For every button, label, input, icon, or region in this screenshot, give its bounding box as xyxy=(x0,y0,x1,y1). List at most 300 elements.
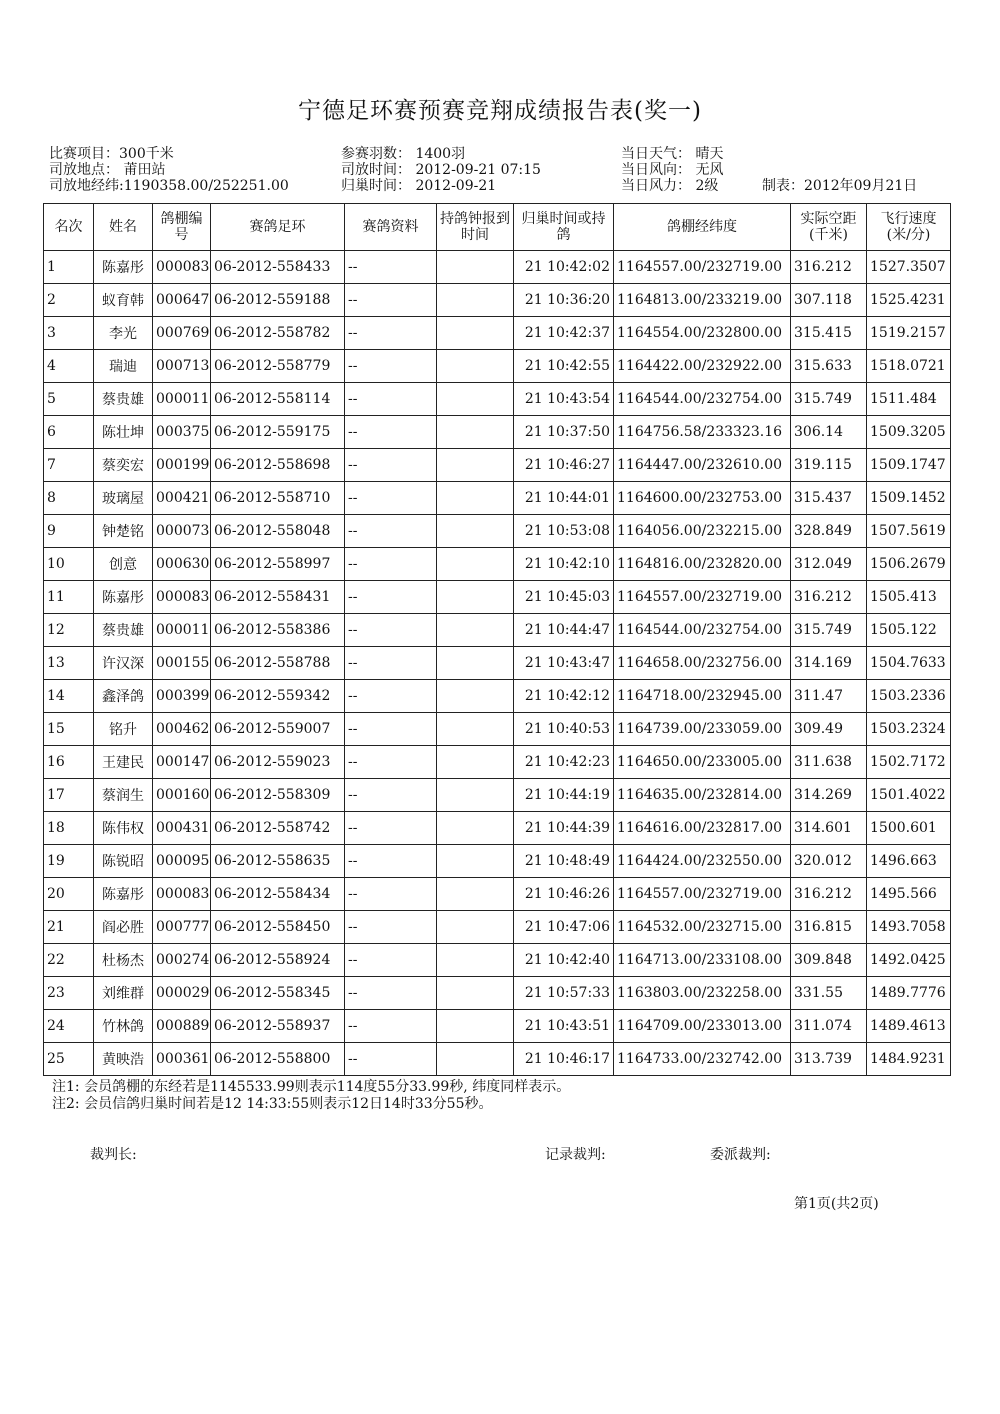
name-cell: 玻璃屋 xyxy=(94,482,153,515)
made-date: 制表：2012年09月21日 xyxy=(762,178,918,194)
clock-time-cell xyxy=(437,713,514,746)
rank-cell: 2 xyxy=(44,284,94,317)
ring-cell: 06-2012-558742 xyxy=(211,812,345,845)
return-time-cell: 21 10:53:08 xyxy=(514,515,614,548)
distance-cell: 314.169 xyxy=(791,647,867,680)
loft-id-cell: 000361 xyxy=(153,1043,211,1076)
clock-time-cell xyxy=(437,515,514,548)
clock-time-cell xyxy=(437,416,514,449)
clock-time-cell xyxy=(437,350,514,383)
table-row xyxy=(44,878,951,911)
ring-cell: 06-2012-558782 xyxy=(211,317,345,350)
return-time-cell: 21 10:44:19 xyxy=(514,779,614,812)
name-cell: 蔡贵雄 xyxy=(94,614,153,647)
name-cell: 陈壮坤 xyxy=(94,416,153,449)
clock-time-cell xyxy=(437,1010,514,1043)
loft-id-cell: 000777 xyxy=(153,911,211,944)
return-time-cell: 21 10:42:12 xyxy=(514,680,614,713)
loft-id-cell: 000274 xyxy=(153,944,211,977)
info-cell: -- xyxy=(345,251,437,284)
clock-time-cell xyxy=(437,383,514,416)
results-body xyxy=(44,251,951,1076)
chief-referee-label: 裁判长: xyxy=(90,1147,137,1163)
table-row xyxy=(44,1043,951,1076)
rank-cell: 24 xyxy=(44,1010,94,1043)
info-cell: -- xyxy=(345,911,437,944)
rank-cell: 20 xyxy=(44,878,94,911)
return-time-cell: 21 10:46:26 xyxy=(514,878,614,911)
return-time-cell: 21 10:43:51 xyxy=(514,1010,614,1043)
results-table xyxy=(43,203,951,1076)
info-cell: -- xyxy=(345,284,437,317)
name-cell: 蔡贵雄 xyxy=(94,383,153,416)
col-header: 鸽棚编号 xyxy=(153,204,211,251)
rank-cell: 11 xyxy=(44,581,94,614)
loft-id-cell: 000011 xyxy=(153,614,211,647)
name-cell: 钟楚铭 xyxy=(94,515,153,548)
name-cell: 陈锐昭 xyxy=(94,845,153,878)
loft-id-cell: 000083 xyxy=(153,581,211,614)
info-cell: -- xyxy=(345,614,437,647)
info-cell: -- xyxy=(345,845,437,878)
ring-cell: 06-2012-558924 xyxy=(211,944,345,977)
speed-cell: 1509.1452 xyxy=(867,482,951,515)
return-time-cell: 21 10:47:06 xyxy=(514,911,614,944)
rank-cell: 9 xyxy=(44,515,94,548)
coordinates-cell: 1164554.00/232800.00 xyxy=(614,317,791,350)
distance-cell: 315.633 xyxy=(791,350,867,383)
name-cell: 阎必胜 xyxy=(94,911,153,944)
rank-cell: 15 xyxy=(44,713,94,746)
loft-id-cell: 000889 xyxy=(153,1010,211,1043)
table-row xyxy=(44,548,951,581)
speed-cell: 1503.2336 xyxy=(867,680,951,713)
loft-id-cell: 000073 xyxy=(153,515,211,548)
distance-cell: 331.55 xyxy=(791,977,867,1010)
info-cell: -- xyxy=(345,482,437,515)
coordinates-cell: 1164709.00/233013.00 xyxy=(614,1010,791,1043)
name-cell: 王建民 xyxy=(94,746,153,779)
speed-cell: 1501.4022 xyxy=(867,779,951,812)
coordinates-cell: 1164447.00/232610.00 xyxy=(614,449,791,482)
info-cell: -- xyxy=(345,944,437,977)
table-row xyxy=(44,515,951,548)
speed-cell: 1509.1747 xyxy=(867,449,951,482)
distance-cell: 311.074 xyxy=(791,1010,867,1043)
release-coordinates: 司放地经纬:1190358.00/252251.00 xyxy=(49,178,289,194)
ring-cell: 06-2012-558997 xyxy=(211,548,345,581)
rank-cell: 16 xyxy=(44,746,94,779)
table-row xyxy=(44,845,951,878)
col-header: 实际空距(千米) xyxy=(791,204,867,251)
coordinates-cell: 1163803.00/232258.00 xyxy=(614,977,791,1010)
name-cell: 鑫泽鸽 xyxy=(94,680,153,713)
ring-cell: 06-2012-558431 xyxy=(211,581,345,614)
ring-cell: 06-2012-558779 xyxy=(211,350,345,383)
rank-cell: 23 xyxy=(44,977,94,1010)
table-row xyxy=(44,482,951,515)
return-time-cell: 21 10:44:47 xyxy=(514,614,614,647)
coordinates-cell: 1164658.00/232756.00 xyxy=(614,647,791,680)
return-time-cell: 21 10:44:01 xyxy=(514,482,614,515)
info-cell: -- xyxy=(345,878,437,911)
header-row xyxy=(44,204,951,251)
loft-id-cell: 000147 xyxy=(153,746,211,779)
name-cell: 陈嘉彤 xyxy=(94,581,153,614)
distance-cell: 328.849 xyxy=(791,515,867,548)
coordinates-cell: 1164557.00/232719.00 xyxy=(614,581,791,614)
loft-id-cell: 000095 xyxy=(153,845,211,878)
return-date: 归巢时间： 2012-09-21 xyxy=(341,178,497,194)
table-row xyxy=(44,614,951,647)
rank-cell: 18 xyxy=(44,812,94,845)
ring-cell: 06-2012-558434 xyxy=(211,878,345,911)
event-item: 比赛项目：300千米 xyxy=(49,146,174,162)
name-cell: 杜杨杰 xyxy=(94,944,153,977)
clock-time-cell xyxy=(437,812,514,845)
ring-cell: 06-2012-558635 xyxy=(211,845,345,878)
info-cell: -- xyxy=(345,1010,437,1043)
distance-cell: 316.815 xyxy=(791,911,867,944)
ring-cell: 06-2012-558048 xyxy=(211,515,345,548)
ring-cell: 06-2012-558698 xyxy=(211,449,345,482)
name-cell: 陈嘉彤 xyxy=(94,251,153,284)
name-cell: 蚁育韩 xyxy=(94,284,153,317)
ring-cell: 06-2012-558937 xyxy=(211,1010,345,1043)
ring-cell: 06-2012-558450 xyxy=(211,911,345,944)
appointed-referee-label: 委派裁判: xyxy=(710,1147,771,1163)
ring-cell: 06-2012-559342 xyxy=(211,680,345,713)
info-cell: -- xyxy=(345,548,437,581)
speed-cell: 1492.0425 xyxy=(867,944,951,977)
name-cell: 黄映浩 xyxy=(94,1043,153,1076)
clock-time-cell xyxy=(437,746,514,779)
coordinates-cell: 1164635.00/232814.00 xyxy=(614,779,791,812)
coordinates-cell: 1164557.00/232719.00 xyxy=(614,878,791,911)
wind-direction: 当日风向： 无风 xyxy=(621,162,724,178)
rank-cell: 7 xyxy=(44,449,94,482)
name-cell: 蔡奕宏 xyxy=(94,449,153,482)
info-cell: -- xyxy=(345,713,437,746)
table-row xyxy=(44,746,951,779)
distance-cell: 311.638 xyxy=(791,746,867,779)
rank-cell: 5 xyxy=(44,383,94,416)
return-time-cell: 21 10:42:10 xyxy=(514,548,614,581)
name-cell: 刘维群 xyxy=(94,977,153,1010)
table-row xyxy=(44,251,951,284)
table-row xyxy=(44,383,951,416)
info-cell: -- xyxy=(345,1043,437,1076)
col-header: 赛鸽足环 xyxy=(211,204,345,251)
speed-cell: 1495.566 xyxy=(867,878,951,911)
speed-cell: 1505.413 xyxy=(867,581,951,614)
speed-cell: 1504.7633 xyxy=(867,647,951,680)
table-row xyxy=(44,416,951,449)
loft-id-cell: 000083 xyxy=(153,878,211,911)
rank-cell: 14 xyxy=(44,680,94,713)
page-number: 第1页(共2页) xyxy=(794,1196,879,1212)
return-time-cell: 21 10:46:17 xyxy=(514,1043,614,1076)
coordinates-cell: 1164422.00/232922.00 xyxy=(614,350,791,383)
rank-cell: 21 xyxy=(44,911,94,944)
loft-id-cell: 000713 xyxy=(153,350,211,383)
return-time-cell: 21 10:42:55 xyxy=(514,350,614,383)
info-cell: -- xyxy=(345,779,437,812)
info-cell: -- xyxy=(345,383,437,416)
table-row xyxy=(44,680,951,713)
info-cell: -- xyxy=(345,350,437,383)
rank-cell: 12 xyxy=(44,614,94,647)
clock-time-cell xyxy=(437,548,514,581)
loft-id-cell: 000083 xyxy=(153,251,211,284)
info-cell: -- xyxy=(345,515,437,548)
speed-cell: 1502.7172 xyxy=(867,746,951,779)
name-cell: 许汉深 xyxy=(94,647,153,680)
col-header: 姓名 xyxy=(94,204,153,251)
table-row xyxy=(44,284,951,317)
rank-cell: 1 xyxy=(44,251,94,284)
rank-cell: 6 xyxy=(44,416,94,449)
rank-cell: 25 xyxy=(44,1043,94,1076)
table-row xyxy=(44,713,951,746)
loft-id-cell: 000421 xyxy=(153,482,211,515)
note-1: 注1: 会员鸽棚的东经若是1145533.99则表示114度55分33.99秒, 纬度同样表示。 xyxy=(52,1079,571,1095)
distance-cell: 312.049 xyxy=(791,548,867,581)
return-time-cell: 21 10:57:33 xyxy=(514,977,614,1010)
name-cell: 瑞迪 xyxy=(94,350,153,383)
info-cell: -- xyxy=(345,449,437,482)
loft-id-cell: 000029 xyxy=(153,977,211,1010)
clock-time-cell xyxy=(437,581,514,614)
distance-cell: 314.601 xyxy=(791,812,867,845)
info-cell: -- xyxy=(345,647,437,680)
clock-time-cell xyxy=(437,614,514,647)
info-cell: -- xyxy=(345,812,437,845)
ring-cell: 06-2012-558433 xyxy=(211,251,345,284)
page-title: 宁德足环赛预赛竞翔成绩报告表(奖一) xyxy=(298,98,702,124)
col-header: 归巢时间或持鸽 xyxy=(514,204,614,251)
loft-id-cell: 000431 xyxy=(153,812,211,845)
table-row xyxy=(44,647,951,680)
col-header: 鸽棚经纬度 xyxy=(614,204,791,251)
clock-time-cell xyxy=(437,977,514,1010)
table-row xyxy=(44,581,951,614)
table-row xyxy=(44,350,951,383)
clock-time-cell xyxy=(437,647,514,680)
speed-cell: 1503.2324 xyxy=(867,713,951,746)
table-row xyxy=(44,317,951,350)
clock-time-cell xyxy=(437,878,514,911)
info-cell: -- xyxy=(345,680,437,713)
table-row xyxy=(44,944,951,977)
coordinates-cell: 1164544.00/232754.00 xyxy=(614,383,791,416)
distance-cell: 319.115 xyxy=(791,449,867,482)
loft-id-cell: 000375 xyxy=(153,416,211,449)
speed-cell: 1527.3507 xyxy=(867,251,951,284)
note-2: 注2: 会员信鸽归巢时间若是12 14:33:55则表示12日14时33分55秒。 xyxy=(52,1096,493,1112)
name-cell: 陈伟权 xyxy=(94,812,153,845)
return-time-cell: 21 10:36:20 xyxy=(514,284,614,317)
name-cell: 陈嘉彤 xyxy=(94,878,153,911)
speed-cell: 1511.484 xyxy=(867,383,951,416)
notes xyxy=(52,1079,570,1113)
clock-time-cell xyxy=(437,1043,514,1076)
return-time-cell: 21 10:44:39 xyxy=(514,812,614,845)
name-cell: 竹林鸽 xyxy=(94,1010,153,1043)
return-time-cell: 21 10:43:47 xyxy=(514,647,614,680)
rank-cell: 22 xyxy=(44,944,94,977)
table-row xyxy=(44,812,951,845)
distance-cell: 315.437 xyxy=(791,482,867,515)
release-time: 司放时间： 2012-09-21 07:15 xyxy=(341,162,541,178)
info-cell: -- xyxy=(345,746,437,779)
speed-cell: 1507.5619 xyxy=(867,515,951,548)
distance-cell: 307.118 xyxy=(791,284,867,317)
rank-cell: 8 xyxy=(44,482,94,515)
loft-id-cell: 000160 xyxy=(153,779,211,812)
distance-cell: 314.269 xyxy=(791,779,867,812)
coordinates-cell: 1164718.00/232945.00 xyxy=(614,680,791,713)
loft-id-cell: 000011 xyxy=(153,383,211,416)
table-row xyxy=(44,911,951,944)
loft-id-cell: 000462 xyxy=(153,713,211,746)
distance-cell: 316.212 xyxy=(791,878,867,911)
name-cell: 李光 xyxy=(94,317,153,350)
ring-cell: 06-2012-558114 xyxy=(211,383,345,416)
distance-cell: 315.749 xyxy=(791,614,867,647)
coordinates-cell: 1164813.00/233219.00 xyxy=(614,284,791,317)
coordinates-cell: 1164739.00/233059.00 xyxy=(614,713,791,746)
table-row xyxy=(44,779,951,812)
loft-id-cell: 000647 xyxy=(153,284,211,317)
ring-cell: 06-2012-558309 xyxy=(211,779,345,812)
return-time-cell: 21 10:45:03 xyxy=(514,581,614,614)
coordinates-cell: 1164056.00/232215.00 xyxy=(614,515,791,548)
speed-cell: 1525.4231 xyxy=(867,284,951,317)
return-time-cell: 21 10:46:27 xyxy=(514,449,614,482)
distance-cell: 316.212 xyxy=(791,251,867,284)
distance-cell: 320.012 xyxy=(791,845,867,878)
clock-time-cell xyxy=(437,680,514,713)
loft-id-cell: 000769 xyxy=(153,317,211,350)
return-time-cell: 21 10:42:40 xyxy=(514,944,614,977)
return-time-cell: 21 10:42:02 xyxy=(514,251,614,284)
distance-cell: 309.848 xyxy=(791,944,867,977)
ring-cell: 06-2012-559188 xyxy=(211,284,345,317)
coordinates-cell: 1164544.00/232754.00 xyxy=(614,614,791,647)
distance-cell: 306.14 xyxy=(791,416,867,449)
info-cell: -- xyxy=(345,581,437,614)
col-header: 名次 xyxy=(44,204,94,251)
col-header: 赛鸽资料 xyxy=(345,204,437,251)
loft-id-cell: 000155 xyxy=(153,647,211,680)
coordinates-cell: 1164816.00/232820.00 xyxy=(614,548,791,581)
return-time-cell: 21 10:42:23 xyxy=(514,746,614,779)
clock-time-cell xyxy=(437,845,514,878)
clock-time-cell xyxy=(437,779,514,812)
rank-cell: 19 xyxy=(44,845,94,878)
distance-cell: 309.49 xyxy=(791,713,867,746)
coordinates-cell: 1164616.00/232817.00 xyxy=(614,812,791,845)
ring-cell: 06-2012-558788 xyxy=(211,647,345,680)
release-location: 司放地点： 莆田站 xyxy=(49,162,166,178)
return-time-cell: 21 10:43:54 xyxy=(514,383,614,416)
ring-cell: 06-2012-559023 xyxy=(211,746,345,779)
info-column-1 xyxy=(49,146,289,194)
loft-id-cell: 000399 xyxy=(153,680,211,713)
speed-cell: 1519.2157 xyxy=(867,317,951,350)
coordinates-cell: 1164713.00/233108.00 xyxy=(614,944,791,977)
coordinates-cell: 1164756.58/233323.16 xyxy=(614,416,791,449)
rank-cell: 10 xyxy=(44,548,94,581)
rank-cell: 13 xyxy=(44,647,94,680)
name-cell: 铭升 xyxy=(94,713,153,746)
info-cell: -- xyxy=(345,977,437,1010)
distance-cell: 313.739 xyxy=(791,1043,867,1076)
clock-time-cell xyxy=(437,284,514,317)
loft-id-cell: 000199 xyxy=(153,449,211,482)
coordinates-cell: 1164733.00/232742.00 xyxy=(614,1043,791,1076)
speed-cell: 1489.7776 xyxy=(867,977,951,1010)
ring-cell: 06-2012-558800 xyxy=(211,1043,345,1076)
return-time-cell: 21 10:40:53 xyxy=(514,713,614,746)
rank-cell: 17 xyxy=(44,779,94,812)
speed-cell: 1506.2679 xyxy=(867,548,951,581)
col-header: 持鸽钟报到时间 xyxy=(437,204,514,251)
loft-id-cell: 000630 xyxy=(153,548,211,581)
speed-cell: 1509.3205 xyxy=(867,416,951,449)
table-row xyxy=(44,1010,951,1043)
info-column-3 xyxy=(621,146,723,194)
recording-referee-label: 记录裁判: xyxy=(545,1147,606,1163)
speed-cell: 1484.9231 xyxy=(867,1043,951,1076)
clock-time-cell xyxy=(437,482,514,515)
clock-time-cell xyxy=(437,317,514,350)
speed-cell: 1489.4613 xyxy=(867,1010,951,1043)
info-cell: -- xyxy=(345,317,437,350)
distance-cell: 311.47 xyxy=(791,680,867,713)
info-cell: -- xyxy=(345,416,437,449)
ring-cell: 06-2012-559007 xyxy=(211,713,345,746)
clock-time-cell xyxy=(437,251,514,284)
return-time-cell: 21 10:48:49 xyxy=(514,845,614,878)
ring-cell: 06-2012-558345 xyxy=(211,977,345,1010)
coordinates-cell: 1164557.00/232719.00 xyxy=(614,251,791,284)
coordinates-cell: 1164650.00/233005.00 xyxy=(614,746,791,779)
speed-cell: 1493.7058 xyxy=(867,911,951,944)
coordinates-cell: 1164600.00/232753.00 xyxy=(614,482,791,515)
distance-cell: 315.415 xyxy=(791,317,867,350)
clock-time-cell xyxy=(437,944,514,977)
table-row xyxy=(44,977,951,1010)
entry-count: 参赛羽数： 1400羽 xyxy=(341,146,466,162)
name-cell: 蔡润生 xyxy=(94,779,153,812)
col-header: 飞行速度(米/分) xyxy=(867,204,951,251)
rank-cell: 3 xyxy=(44,317,94,350)
return-time-cell: 21 10:37:50 xyxy=(514,416,614,449)
distance-cell: 316.212 xyxy=(791,581,867,614)
name-cell: 创意 xyxy=(94,548,153,581)
table-row xyxy=(44,449,951,482)
speed-cell: 1500.601 xyxy=(867,812,951,845)
speed-cell: 1518.0721 xyxy=(867,350,951,383)
weather: 当日天气： 晴天 xyxy=(621,146,724,162)
rank-cell: 4 xyxy=(44,350,94,383)
return-time-cell: 21 10:42:37 xyxy=(514,317,614,350)
coordinates-cell: 1164532.00/232715.00 xyxy=(614,911,791,944)
clock-time-cell xyxy=(437,449,514,482)
ring-cell: 06-2012-558386 xyxy=(211,614,345,647)
